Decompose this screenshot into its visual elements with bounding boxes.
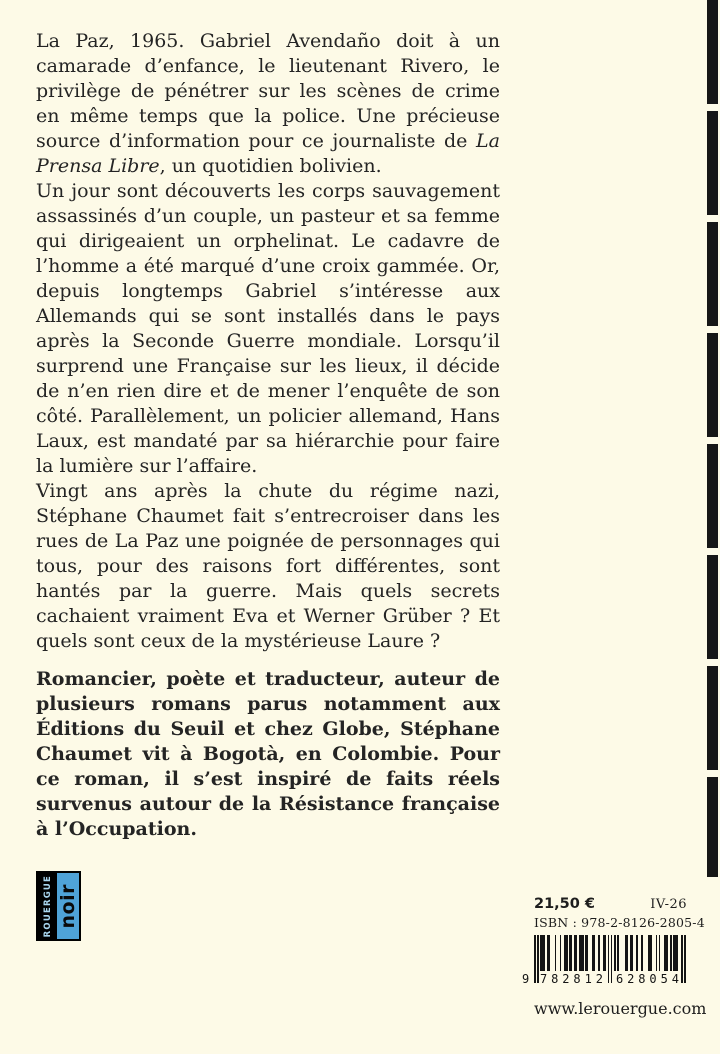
barcode-bar (571, 935, 573, 971)
barcode-bar (560, 935, 562, 971)
isbn-label: ISBN : 978-2-8126-2805-4 (534, 915, 705, 930)
barcode-bar (681, 935, 683, 983)
barcode-bar (566, 935, 568, 971)
barcode-bar (627, 935, 629, 971)
barcode-bar (641, 935, 643, 971)
barcode-bar (614, 935, 616, 971)
synopsis-p1-start: La Paz, 1965. Gabriel Avendaño doit à un camarade d’enfance, le lieutenant Rivero, le privilège de pénétrer sur les scènes de crime en même temps que la police. Une précieuse source d’information pour ce journaliste de (36, 30, 500, 152)
print-code-label: IV-26 (650, 897, 687, 912)
barcode-bar (608, 935, 610, 983)
barcode-bar (617, 935, 619, 971)
barcode-lead-digit: 9 (522, 972, 530, 986)
barcode-bar (593, 935, 595, 971)
barcode-bar (604, 935, 606, 971)
synopsis-paragraph-2: Un jour sont découverts les corps sauvagement assassinés d’un couple, un pasteur et sa femme qui dirigeaient un orphelinat. Le cadavre de l’homme a été marqué d’une croix gammée. Or, depuis longtemps Gabriel s’intéresse aux Allemands qui se sont installés dans le pays après la Seconde Guerre mondiale. Lorsqu’il surprend une Française sur les lieux, il décide de n’en rien dire et de mener l’enquête de son côté. Parallèlement, un policier allemand, Hans Laux, est mandaté par sa hiérarchie pour faire la lumière sur l’affaire. (36, 180, 500, 477)
publisher-website: www.lerouergue.com (534, 999, 707, 1018)
barcode-digits-right: 6 2 8 0 5 4 (616, 972, 679, 986)
synopsis-paragraph-1 (36, 29, 500, 179)
logo-noir-label: noir (57, 883, 79, 929)
barcode-bar (659, 935, 661, 971)
barcode-bar (684, 935, 686, 983)
newspaper-title: La Prensa Libre (36, 130, 500, 177)
barcode-bar (537, 935, 539, 983)
barcode-bar (667, 935, 669, 971)
price-label: 21,50 € (534, 896, 596, 912)
barcode-bar (534, 935, 536, 983)
synopsis-p1-end: , un quotidien bolivien. (159, 155, 382, 177)
barcode-bar (676, 935, 678, 971)
barcode-bar (598, 935, 600, 971)
barcode-bar (555, 935, 557, 971)
synopsis-paragraph-3: Vingt ans après la chute du régime nazi, Stéphane Chaumet fait s’entrecroiser dans les rues de La Paz une poignée de personnages qui tous, pour des raisons fort différentes, sont hantés par la guerre. Mais quels secrets cachaient vraiment Eva et Werner Grüber ? Et quels sont ceux de la mystérieuse Laure ? (36, 480, 500, 652)
barcode-bar (670, 935, 672, 971)
rouergue-noir-logo (36, 871, 81, 941)
logo-rouergue-panel (38, 873, 57, 939)
barcode-bar (651, 935, 653, 971)
synopsis-block (36, 29, 500, 842)
barcode-bar (587, 935, 589, 971)
author-bio: Romancier, poète et traducteur, auteur de plusieurs romans parus notamment aux Éditions du Seuil et chez Globe, Stéphane Chaumet vit à Bogotà, en Colombie. Pour ce roman, il s’est inspiré de faits réels survenus autour de la Résistance française à l’Occupation. (36, 668, 500, 840)
barcode-bar (611, 935, 613, 983)
ean13-barcode (522, 935, 686, 986)
barcode-digits-left: 7 8 2 8 1 2 (540, 972, 603, 986)
barcode-bar (656, 935, 658, 971)
barcode-bar (632, 935, 634, 971)
barcode-bar (548, 935, 550, 971)
spine-edge-marks (707, 0, 718, 877)
barcode-bar (544, 935, 546, 971)
logo-rouergue-label: ROUERGUE (42, 874, 53, 938)
barcode-bar (576, 935, 578, 971)
price-row (534, 896, 687, 912)
sales-block (522, 896, 705, 986)
barcode-bar (636, 935, 638, 971)
barcode-bar (582, 935, 584, 971)
logo-noir-panel (57, 873, 79, 939)
